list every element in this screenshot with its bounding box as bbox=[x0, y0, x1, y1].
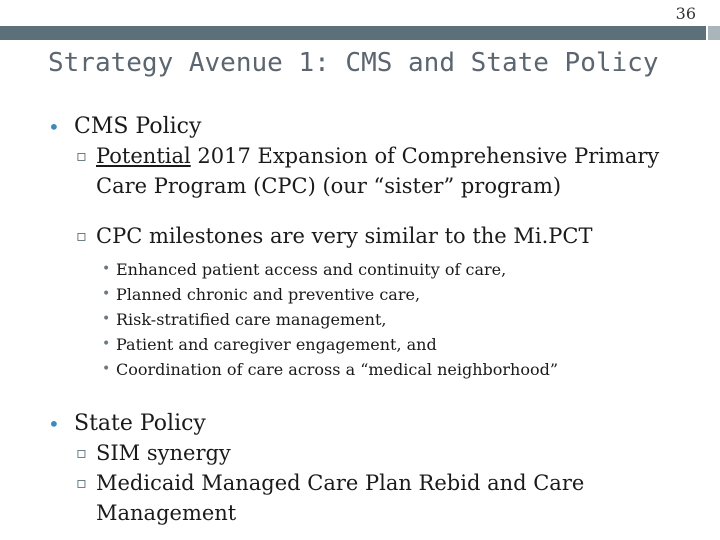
subbullet-text: CPC milestones are very similar to the Mi.PCT bbox=[96, 224, 593, 248]
milestone-item bbox=[48, 332, 698, 357]
subbullet-text: SIM synergy bbox=[96, 441, 231, 465]
milestone-text: Coordination of care across a “medical neighborhood” bbox=[116, 360, 559, 379]
subbullet-cpc-milestones bbox=[48, 221, 698, 251]
bullet-icon: • bbox=[48, 115, 60, 139]
milestone-item bbox=[48, 357, 698, 382]
subbullet-medicaid-rebid bbox=[48, 468, 698, 528]
bullet-icon: • bbox=[48, 412, 60, 436]
bullet-icon: • bbox=[102, 261, 111, 277]
milestone-item bbox=[48, 307, 698, 332]
square-bullet-icon: ▫ bbox=[76, 226, 87, 245]
subbullet-text: Medicaid Managed Care Plan Rebid and Care Management bbox=[96, 471, 585, 525]
square-bullet-icon: ▫ bbox=[76, 443, 87, 462]
bullet-text: State Policy bbox=[74, 411, 206, 436]
underlined-word: Potential bbox=[96, 144, 191, 168]
milestone-item bbox=[48, 257, 698, 282]
milestone-text: Planned chronic and preventive care, bbox=[116, 285, 421, 304]
slide-body bbox=[48, 113, 698, 528]
bullet-icon: • bbox=[102, 311, 111, 327]
milestone-text: Enhanced patient access and continuity of care, bbox=[116, 260, 507, 279]
bullet-text: CMS Policy bbox=[74, 114, 202, 139]
bullet-icon: • bbox=[102, 361, 111, 377]
header-bar bbox=[0, 26, 706, 40]
slide-number: 36 bbox=[675, 4, 696, 23]
subbullet-sim-synergy bbox=[48, 438, 698, 468]
bullet-state-policy bbox=[48, 410, 698, 438]
slide-title: Strategy Avenue 1: CMS and State Policy bbox=[48, 48, 659, 78]
header-bar-end bbox=[708, 26, 720, 40]
milestone-item bbox=[48, 282, 698, 307]
subbullet-cpc-expansion bbox=[48, 141, 698, 201]
milestone-text: Patient and caregiver engagement, and bbox=[116, 335, 437, 354]
milestone-text: Risk-stratified care management, bbox=[116, 310, 387, 329]
bullet-icon: • bbox=[102, 286, 111, 302]
square-bullet-icon: ▫ bbox=[76, 473, 87, 492]
subbullet-text: 2017 Expansion of Comprehensive Primary Care Program (CPC) (our “sister” program) bbox=[96, 144, 660, 198]
bullet-icon: • bbox=[102, 336, 111, 352]
square-bullet-icon: ▫ bbox=[76, 146, 87, 165]
bullet-cms-policy bbox=[48, 113, 698, 141]
